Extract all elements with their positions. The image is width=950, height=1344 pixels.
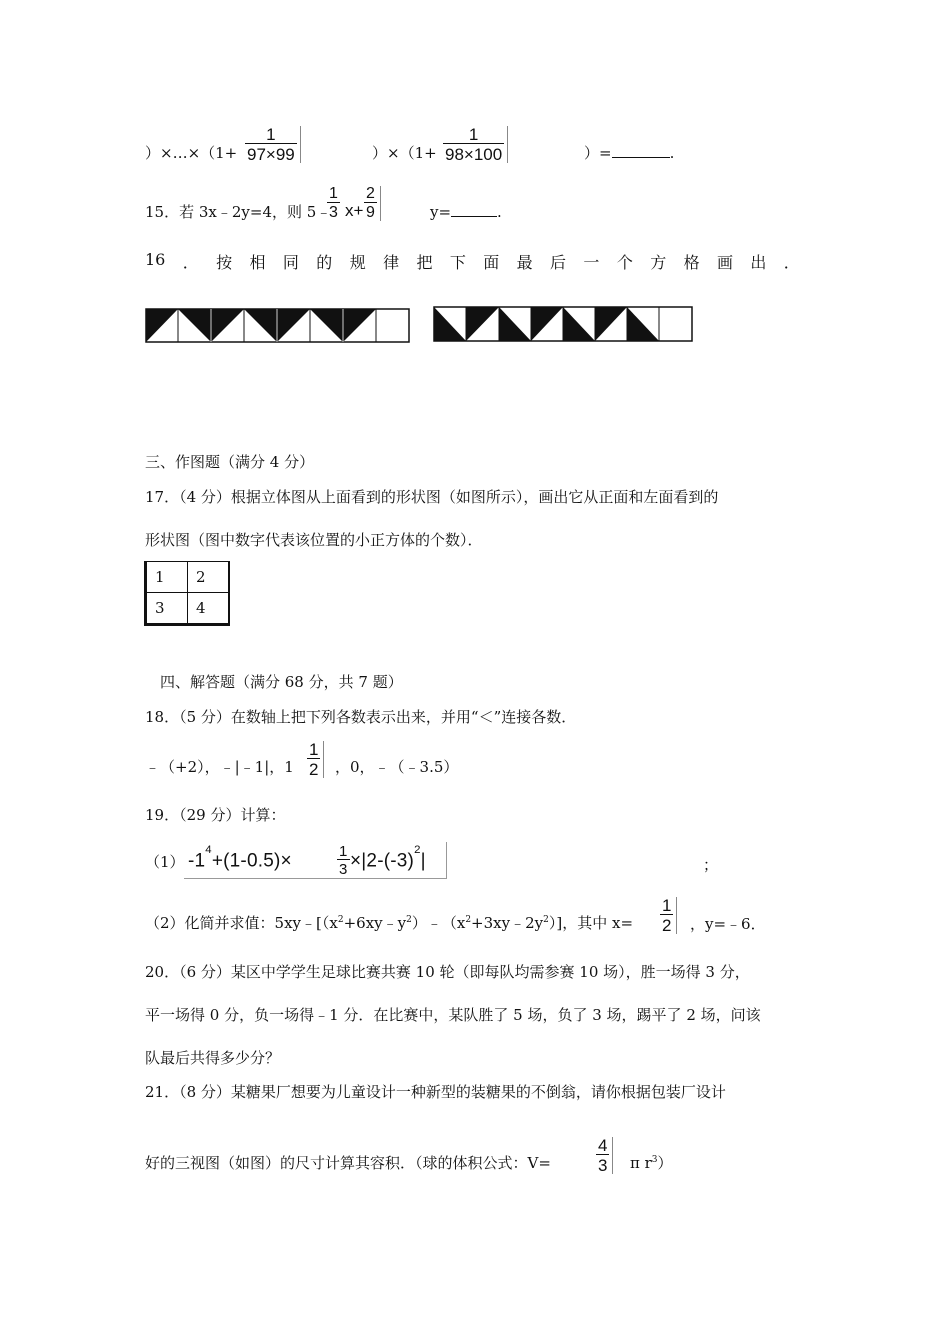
q21-line-2: 好的三视图（如图）的尺寸计算其容积．（球的体积公式：V= [145, 1154, 551, 1172]
q16-char: 的 [316, 253, 333, 272]
p2-e: ）]，其中 x= [548, 914, 634, 932]
expr-abs-close: | [420, 850, 426, 872]
q21-fraction-den: 3 [598, 1156, 608, 1175]
p2-sq-4: 2 [543, 915, 549, 925]
p2-sq-1: 2 [337, 915, 344, 925]
q21-pi-r: π r [630, 1154, 652, 1172]
q15-fraction-1 [327, 186, 340, 221]
grid-cell: 3 [146, 593, 188, 625]
q19-part2-fraction-den: 2 [662, 916, 672, 935]
q16-char: 相 [249, 253, 266, 272]
q18-seq-b: ，0，﹣（﹣3.5） [335, 758, 459, 776]
p2-sq-2: 2 [406, 915, 412, 925]
q16-char: 出 [750, 253, 767, 272]
q14-close-text: ）= [584, 144, 612, 162]
q16-char: 一 [583, 253, 600, 272]
q16-char: 面 [483, 253, 500, 272]
q14-fraction-1 [245, 126, 301, 163]
q16-char: 把 [416, 253, 433, 272]
q19-part2 [145, 912, 633, 933]
q16-char: 下 [449, 253, 466, 272]
section-3-heading: 三、作图题（满分 4 分） [145, 453, 315, 471]
q16-char: 方 [650, 253, 667, 272]
q18-fraction-num: 1 [309, 740, 319, 759]
q20-line-1: 20．（6 分）某区中学学生足球比赛共赛 10 轮（即每队均需参赛 10 场），胜一场得 3 分， [145, 963, 750, 981]
q20-line-2: 平一场得 0 分，负一场得﹣1 分．在比赛中，某队胜了 5 场，负了 3 场，踢平了 2 场，问该 [145, 1006, 761, 1024]
q14-fraction-2-den: 98×100 [445, 145, 503, 164]
q15-lead: 15．若 3x﹣2y=4，则 5﹣ [145, 203, 332, 221]
q15-answer-blank[interactable] [451, 202, 497, 217]
q19-part2-fraction [660, 897, 677, 934]
q21-close: ） [657, 1154, 673, 1172]
q14-answer-blank[interactable] [612, 143, 670, 158]
grid-cell: 1 [146, 562, 188, 593]
q17-line-2: 形状图（图中数字代表该位置的小正方体的个数）． [145, 531, 483, 549]
q15-fraction-2 [364, 186, 381, 221]
q18-fraction-den: 2 [309, 760, 319, 779]
q19-part1-expression [184, 842, 447, 879]
q14-tail-close: ）= . [584, 144, 675, 162]
q16-char: 规 [349, 253, 366, 272]
q16-prompt [145, 250, 800, 270]
q18-fraction [307, 741, 324, 778]
q21-fraction [596, 1137, 613, 1174]
q15-fraction-2-den: 9 [366, 204, 375, 221]
q14-tail-open2: ）×（1+ [372, 144, 437, 162]
q21-line-1: 21．（8 分）某糖果厂想要为儿童设计一种新型的装糖果的不倒翁，请你根据包装厂设计 [145, 1083, 726, 1101]
q15-tail-text: y= [430, 203, 452, 221]
q19-part1-fraction [337, 844, 350, 877]
q16-char: ． [182, 253, 199, 272]
q15-fraction-1-num: 1 [329, 185, 338, 202]
q16-char: 16 [145, 250, 166, 269]
q16-char: 最 [516, 253, 533, 272]
expr-seg-a [188, 844, 292, 872]
q15-fraction-1-den: 3 [329, 204, 338, 221]
expr-mid: +(1-0.5)× [211, 850, 292, 872]
grid-cell: 2 [188, 562, 230, 593]
q14-fraction-2-num: 1 [468, 125, 479, 144]
p2-c: ）﹣（x [411, 914, 466, 932]
q15-fraction-2-num: 2 [366, 185, 375, 202]
q16-char: 按 [216, 253, 233, 272]
q14-tail-open1: ）×…×（1+ [145, 144, 238, 162]
q19-part1-fraction-num: 1 [339, 843, 348, 860]
grid-cell: 4 [196, 599, 206, 617]
q16-char: 格 [683, 253, 700, 272]
q16-char: 画 [716, 253, 733, 272]
q16-pattern-2 [433, 306, 695, 344]
q16-pattern-1 [145, 308, 411, 344]
q17-top-view-grid [144, 561, 230, 626]
q16-char: 后 [550, 253, 567, 272]
p2-sq-3: 2 [465, 915, 472, 925]
expr-neg-one: -1 [188, 850, 206, 872]
q17-line-1: 17．（4 分）根据立体图从上面看到的形状图（如图所示），画出它从正面和左面看到的 [145, 488, 719, 506]
q15-tail: y= . [430, 203, 502, 221]
q18-seq-a: ﹣（+2），﹣|﹣1|，1 [145, 758, 294, 776]
p2-d: +3xy﹣2y [471, 914, 544, 932]
q21-fraction-num: 4 [598, 1136, 608, 1155]
q14-fraction-1-num: 1 [266, 125, 276, 144]
q19-part1-label: （1） [145, 853, 185, 871]
p2-a: （2）化简并求值：5xy﹣[（x [145, 914, 338, 932]
q16-char: 同 [282, 253, 299, 272]
q14-fraction-2 [443, 126, 508, 163]
q21-cube: 3 [651, 1155, 658, 1165]
expr-exp-2: 2 [414, 844, 421, 856]
q19-line-1: 19．（29 分）计算： [145, 806, 286, 824]
p2-b: +6xy﹣y [343, 914, 407, 932]
q20-line-3: 队最后共得多少分？ [145, 1049, 281, 1067]
q21-tail [630, 1152, 673, 1173]
q16-spread [145, 250, 800, 273]
q18-line-1: 18．（5 分）在数轴上把下列各数表示出来，并用“＜”连接各数． [145, 708, 577, 726]
expr-seg-c [350, 844, 426, 872]
expr-exp-4: 4 [205, 844, 212, 856]
q19-part1-end: ； [703, 856, 719, 874]
q16-char: 律 [383, 253, 400, 272]
q16-char: 个 [616, 253, 633, 272]
q19-part2-tail: ，y=﹣6． [690, 915, 766, 933]
q19-part2-fraction-num: 1 [662, 896, 672, 915]
q16-char: ． [783, 253, 800, 272]
q19-part1-fraction-den: 3 [339, 861, 348, 878]
q15-mid: x+ [345, 201, 364, 220]
expr-abs: ×|2-(-3) [350, 850, 415, 872]
section-4-heading: 四、解答题（满分 68 分，共 7 题） [160, 673, 403, 691]
q14-fraction-1-den: 97×99 [247, 145, 295, 164]
